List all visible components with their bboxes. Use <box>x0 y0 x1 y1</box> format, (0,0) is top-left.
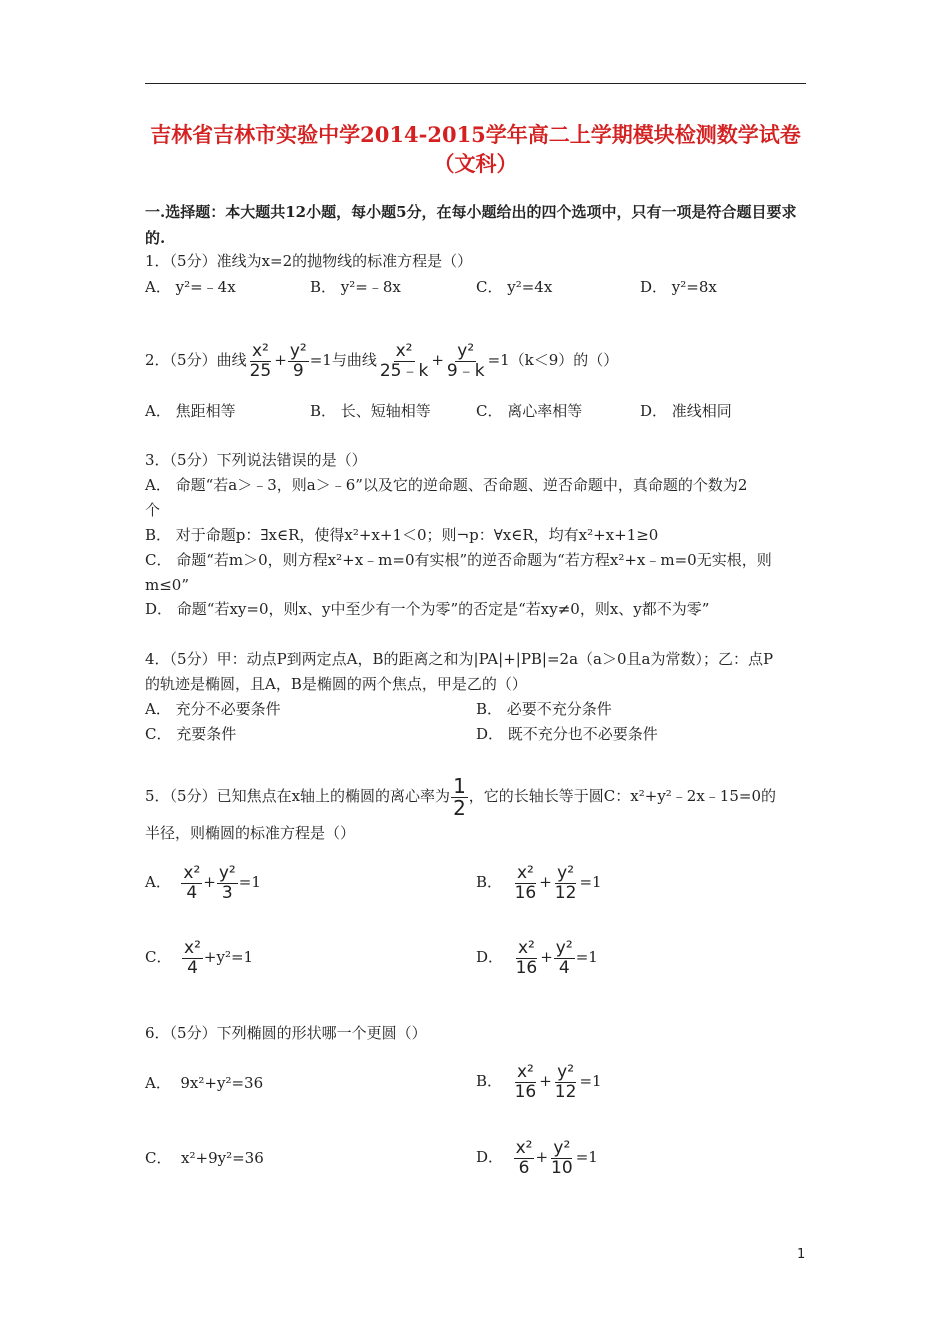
q3-option-a-cont: 个 <box>145 501 161 519</box>
page-number: 1 <box>797 1247 806 1262</box>
q3-option-a[interactable]: A． 命题“若a＞﹣3，则a＞﹣6”以及它的逆命题、否命题、逆否命题中，真命题的个数为2 <box>145 476 748 494</box>
q2-option-c[interactable]: C． 离心率相等 <box>476 402 583 420</box>
question-2-stem: 2．（5分）曲线 $\frac{\text{x²}}{25}$ + $\frac{\text{y²}}{9}$ =1与曲线 $\frac{\text{x²}}{25﹣k}$ + $\frac{\text{y²}}{9﹣k}$ =1（k＜9）的（） <box>145 340 619 381</box>
q4-option-a[interactable]: A． 充分不必要条件 <box>145 700 281 718</box>
page-title: 吉林省吉林市实验中学2014-2015学年高二上学期模块检测数学试卷（文科） <box>150 122 801 176</box>
q6-option-b[interactable]: B． $\frac{\text{x²}}{16}$ + $\frac{\text{y²}}{12}$ =1 <box>476 1061 602 1102</box>
q6-option-a[interactable]: A． 9x²+y²=36 <box>145 1074 264 1092</box>
q3-option-b[interactable]: B． 对于命题p：∃x∈R，使得x²+x+1＜0；则¬p：∀x∈R，均有x²+x+1≥0 <box>145 526 659 544</box>
q3-option-c[interactable]: C． 命题“若m＞0，则方程x²+x﹣m=0有实根”的逆否命题为“若方程x²+x﹣m=0无实根，则 <box>145 551 772 569</box>
q5-eccentricity-fraction: $\frac{1}{2}$ <box>453 773 466 820</box>
q1-option-c[interactable]: C． y²=4x <box>476 278 553 296</box>
question-5-stem: 5．（5分）已知焦点在x轴上的椭圆的离心率为 $\frac{1}{2}$ ，它的长轴长等于圆C：x²+y²﹣2x﹣15=0的 <box>145 773 777 820</box>
q1-option-b[interactable]: B． y²=﹣8x <box>310 278 401 296</box>
q3-option-c-cont: m≤0” <box>145 576 190 594</box>
q2-option-d[interactable]: D． 准线相同 <box>640 402 732 420</box>
question-5-stem-cont: 半径，则椭圆的标准方程是（） <box>145 824 356 842</box>
q5-option-b[interactable]: B． $\frac{\text{x²}}{16}$ + $\frac{\text{y²}}{12}$ =1 <box>476 862 602 903</box>
question-4-stem: 4．（5分）甲：动点P到两定点A，B的距离之和为|PA|+|PB|=2a（a＞0且a为常数）；乙：点P <box>145 650 774 668</box>
question-4-stem-cont: 的轨迹是椭圆，且A，B是椭圆的两个焦点，甲是乙的（） <box>145 675 527 693</box>
q2-fraction-4: $\frac{\text{y²}}{9﹣k}$ <box>446 340 485 381</box>
header-rule <box>145 83 806 84</box>
q3-option-d[interactable]: D． 命题“若xy=0，则x、y中至少有一个为零”的否定是“若xy≠0，则x、y都不为零” <box>145 600 710 618</box>
q6-option-d[interactable]: D． $\frac{\text{x²}}{6}$ + $\frac{\text{y²}}{10}$ =1 <box>476 1137 598 1178</box>
q4-option-c[interactable]: C． 充要条件 <box>145 725 237 743</box>
q5-option-c[interactable]: C． $\frac{\text{x²}}{4}$ +y²=1 <box>145 937 254 978</box>
question-6-stem: 6．（5分）下列椭圆的形状哪一个更圆（） <box>145 1024 427 1042</box>
q2-fraction-1: $\frac{\text{x²}}{25}$ <box>249 340 272 381</box>
question-3-stem: 3．（5分）下列说法错误的是（） <box>145 451 367 469</box>
q4-option-d[interactable]: D． 既不充分也不必要条件 <box>476 725 658 743</box>
q1-option-d[interactable]: D． y²=8x <box>640 278 717 296</box>
q2-option-a[interactable]: A． 焦距相等 <box>145 402 236 420</box>
q6-option-c[interactable]: C． x²+9y²=36 <box>145 1149 264 1167</box>
q2-prefix: 2．（5分）曲线 <box>145 351 247 369</box>
q5-option-d[interactable]: D． $\frac{\text{x²}}{16}$ + $\frac{\text{y²}}{4}$ =1 <box>476 937 598 978</box>
q2-fraction-3: $\frac{\text{x²}}{25﹣k}$ <box>379 340 429 381</box>
section-heading: 一.选择题：本大题共12小题，每小题5分，在每小题给出的四个选项中，只有一项是符合题目要求的. <box>145 203 797 247</box>
question-1-stem: 1．（5分）准线为x=2的抛物线的标准方程是（） <box>145 252 473 270</box>
q2-option-b[interactable]: B． 长、短轴相等 <box>310 402 431 420</box>
q5-option-a[interactable]: A． $\frac{\text{x²}}{4}$ + $\frac{\text{y²}}{3}$ =1 <box>145 862 261 903</box>
q4-option-b[interactable]: B． 必要不充分条件 <box>476 700 612 718</box>
q1-option-a[interactable]: A． y²=﹣4x <box>145 278 236 296</box>
q2-fraction-2: $\frac{\text{y²}}{9}$ <box>289 340 307 381</box>
